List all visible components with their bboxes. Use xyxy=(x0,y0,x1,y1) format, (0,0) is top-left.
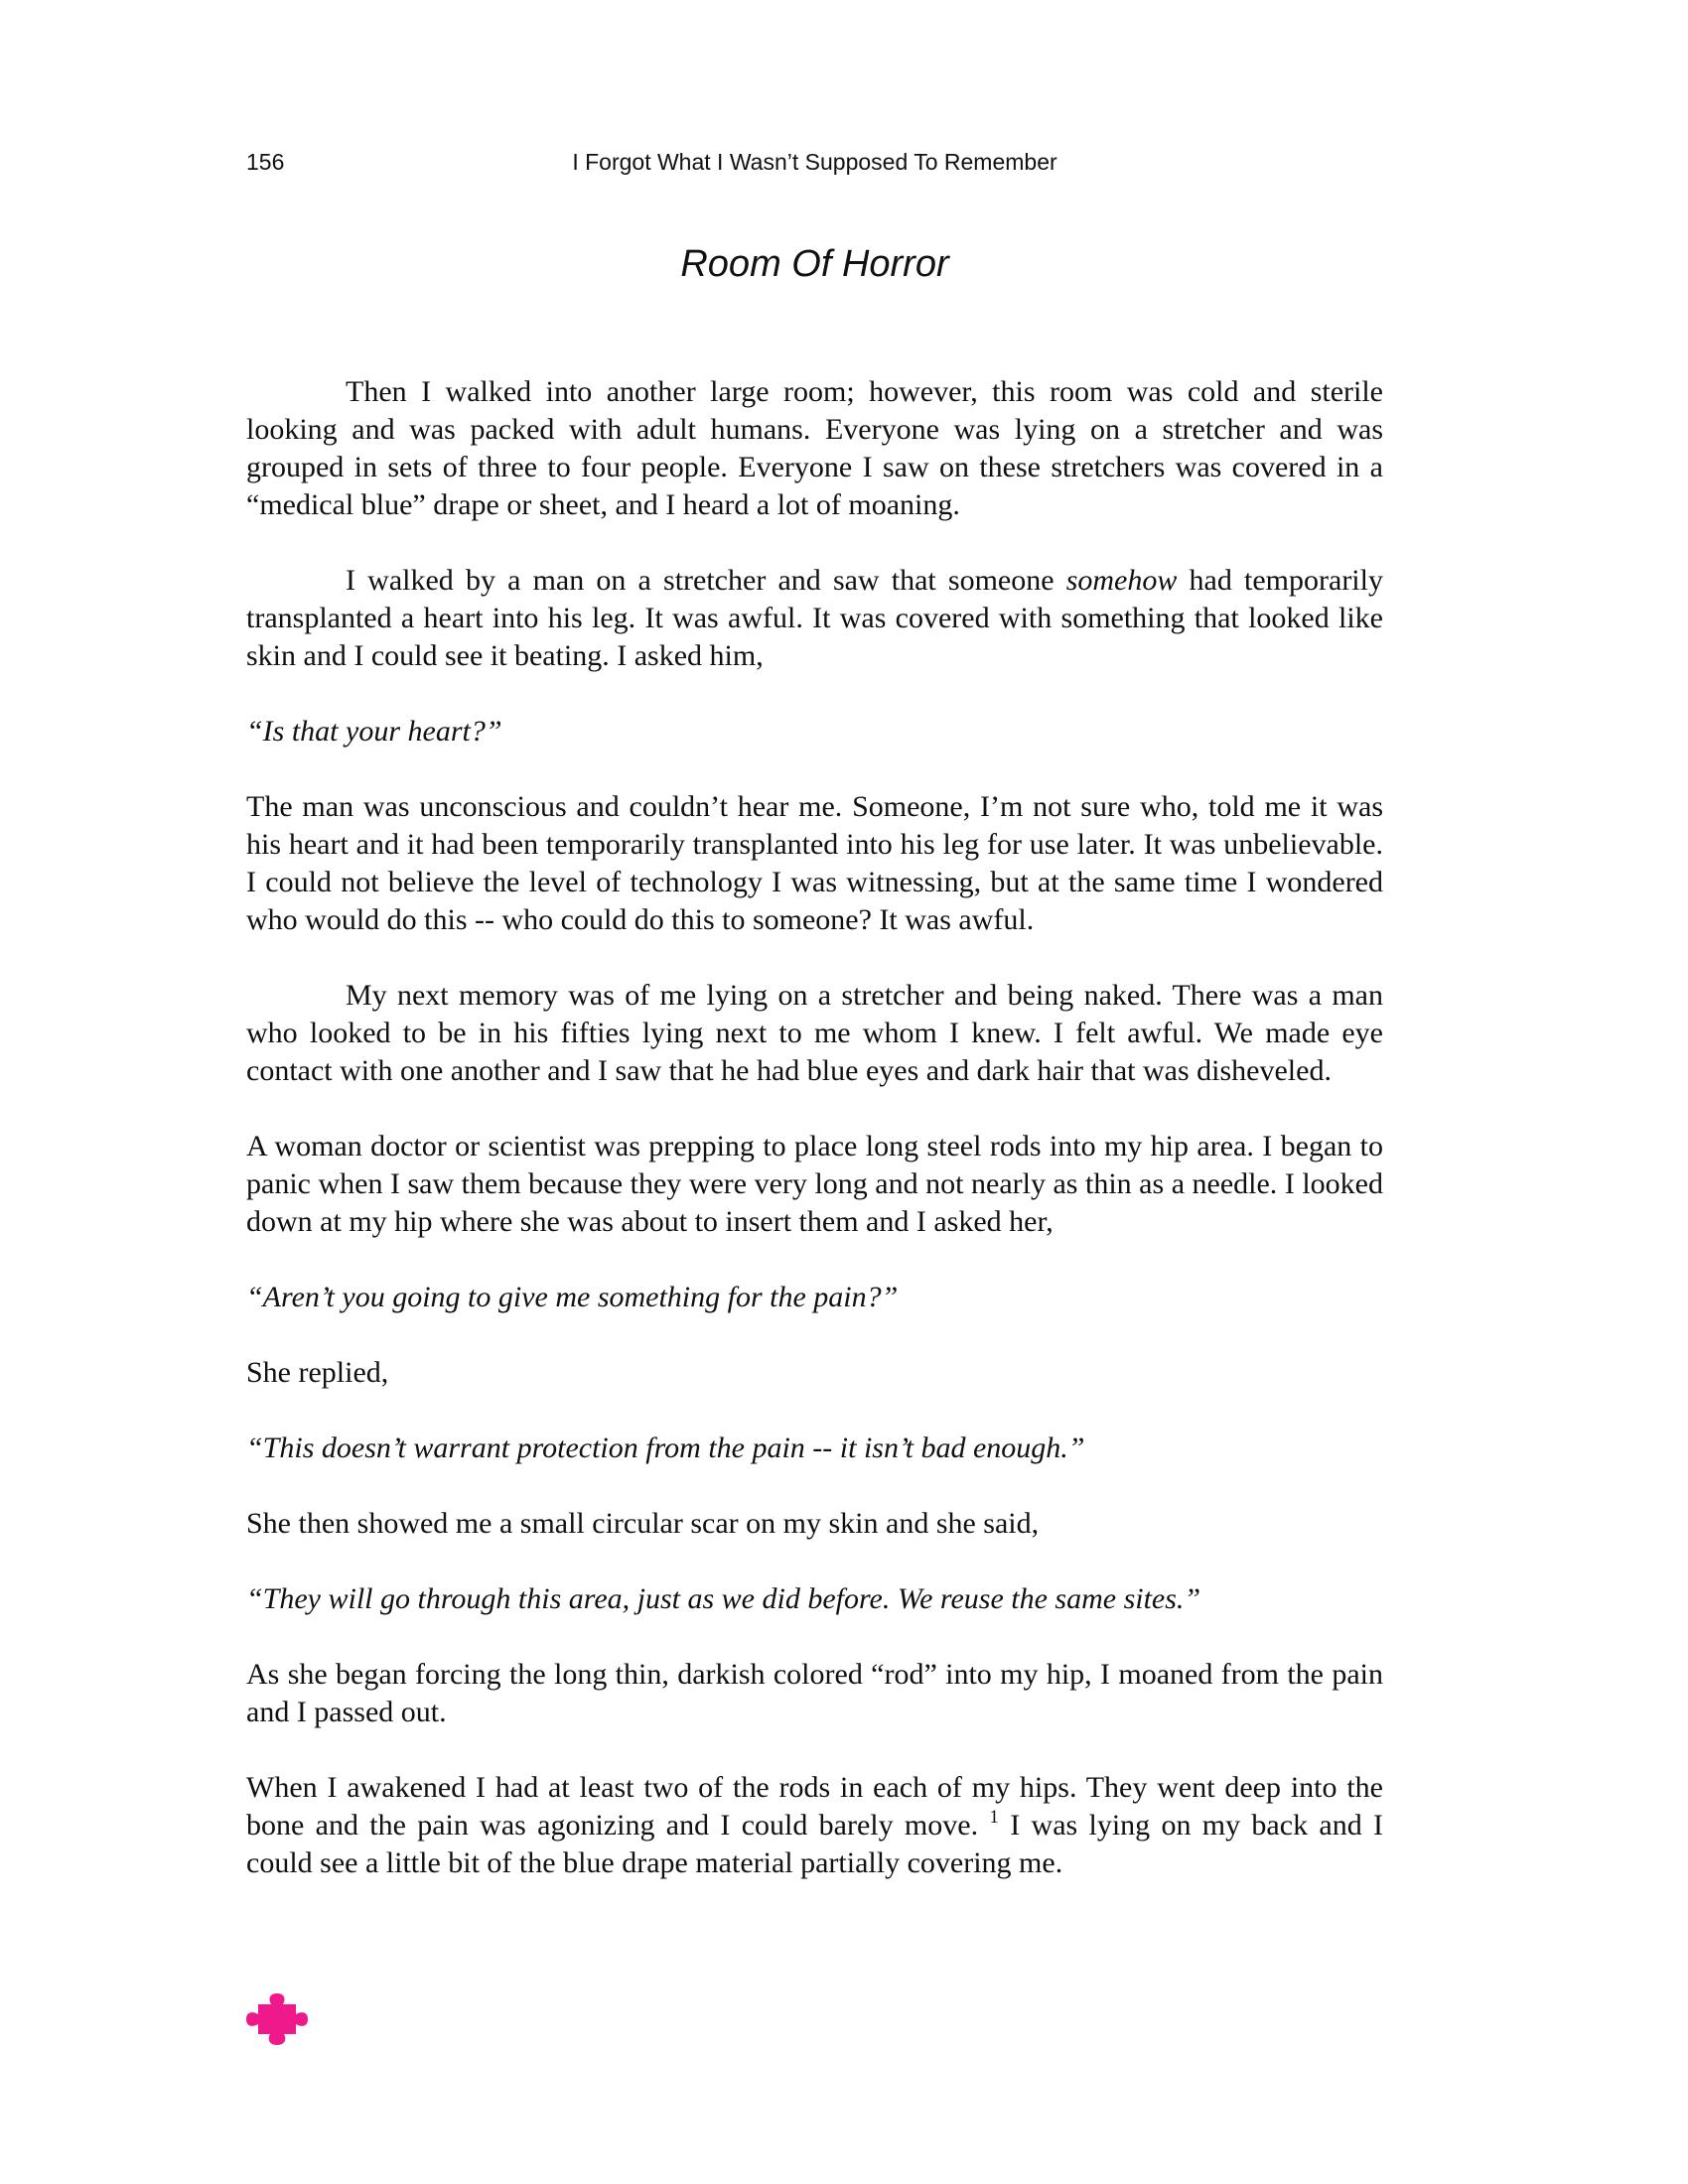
paragraph-8: As she began forcing the long thin, darkish colored “rod” into my hip, I moaned from the pain and I passed out. xyxy=(246,1658,1383,1728)
page-number: 156 xyxy=(246,149,285,175)
paragraph-7: She then showed me a small circular scar on my skin and she said, xyxy=(246,1507,1040,1540)
running-book-title: I Forgot What I Wasn’t Supposed To Remember xyxy=(572,149,1057,175)
paragraph-9-text-b: I was lying on my back and I could see a little bit of the blue drape material partially covering me. xyxy=(246,1809,1383,1879)
paragraph-2 xyxy=(246,562,1383,675)
footnote-marker: 1 xyxy=(989,1807,999,1828)
paragraph-3: The man was unconscious and couldn’t hear me. Someone, I’m not sure who, told me it was his heart and it had been temporarily transplanted into his leg for use later. It was unbelievable. I could not believe the level of technology I was witnessing, but at the same time I wondered who would do this -- who could do this to someone? It was awful. xyxy=(246,790,1383,936)
book-page xyxy=(246,0,1383,2184)
body-text xyxy=(246,373,1383,1920)
paragraph-5: A woman doctor or scientist was prepping to place long steel rods into my hip area. I began to panic when I saw them because they were very long and not nearly as thin as a needle. I looked down at my hip where she was about to insert them and I asked her, xyxy=(246,1130,1383,1238)
quote-pain: “Aren’t you going to give me something for the pain?” xyxy=(246,1281,899,1313)
emphasis-somehow: somehow xyxy=(1065,564,1178,597)
quote-warrant: “This doesn’t warrant protection from the pain -- it isn’t bad enough.” xyxy=(246,1432,1085,1464)
paragraph-4: My next memory was of me lying on a stretcher and being naked. There was a man who looked to be in his fifties lying next to me whom I knew. I felt awful. We made eye contact with one another and I saw that he had blue eyes and dark hair that was disheveled. xyxy=(246,979,1383,1087)
paragraph-9-text-a: When I awakened I had at least two of the rods in each of my hips. They went deep into the bone and the pain was agonizing and I could barely move. xyxy=(246,1771,1383,1842)
puzzle-piece-icon xyxy=(244,1990,320,2048)
paragraph-2-text-b: had temporarily transplanted a heart into his leg. It was awful. It was covered with something that looked like skin and I could see it beating. I asked him, xyxy=(246,564,1383,672)
quote-sites: “They will go through this area, just as we did before. We reuse the same sites.” xyxy=(246,1582,1201,1615)
paragraph-6: She replied, xyxy=(246,1356,389,1389)
chapter-title: Room Of Horror xyxy=(680,243,949,285)
paragraph-1: Then I walked into another large room; however, this room was cold and sterile looking and was packed with adult humans. Everyone was lying on a stretcher and was grouped in sets of three to four people. Everyone I saw on these stretchers was covered in a “medical blue” drape or sheet, and I heard a lot of moaning. xyxy=(246,375,1383,521)
quote-heart: “Is that your heart?” xyxy=(246,715,502,748)
paragraph-2-text-a: I walked by a man on a stretcher and saw that someone xyxy=(346,564,1066,597)
paragraph-9 xyxy=(246,1769,1383,1882)
running-header xyxy=(246,149,1383,183)
